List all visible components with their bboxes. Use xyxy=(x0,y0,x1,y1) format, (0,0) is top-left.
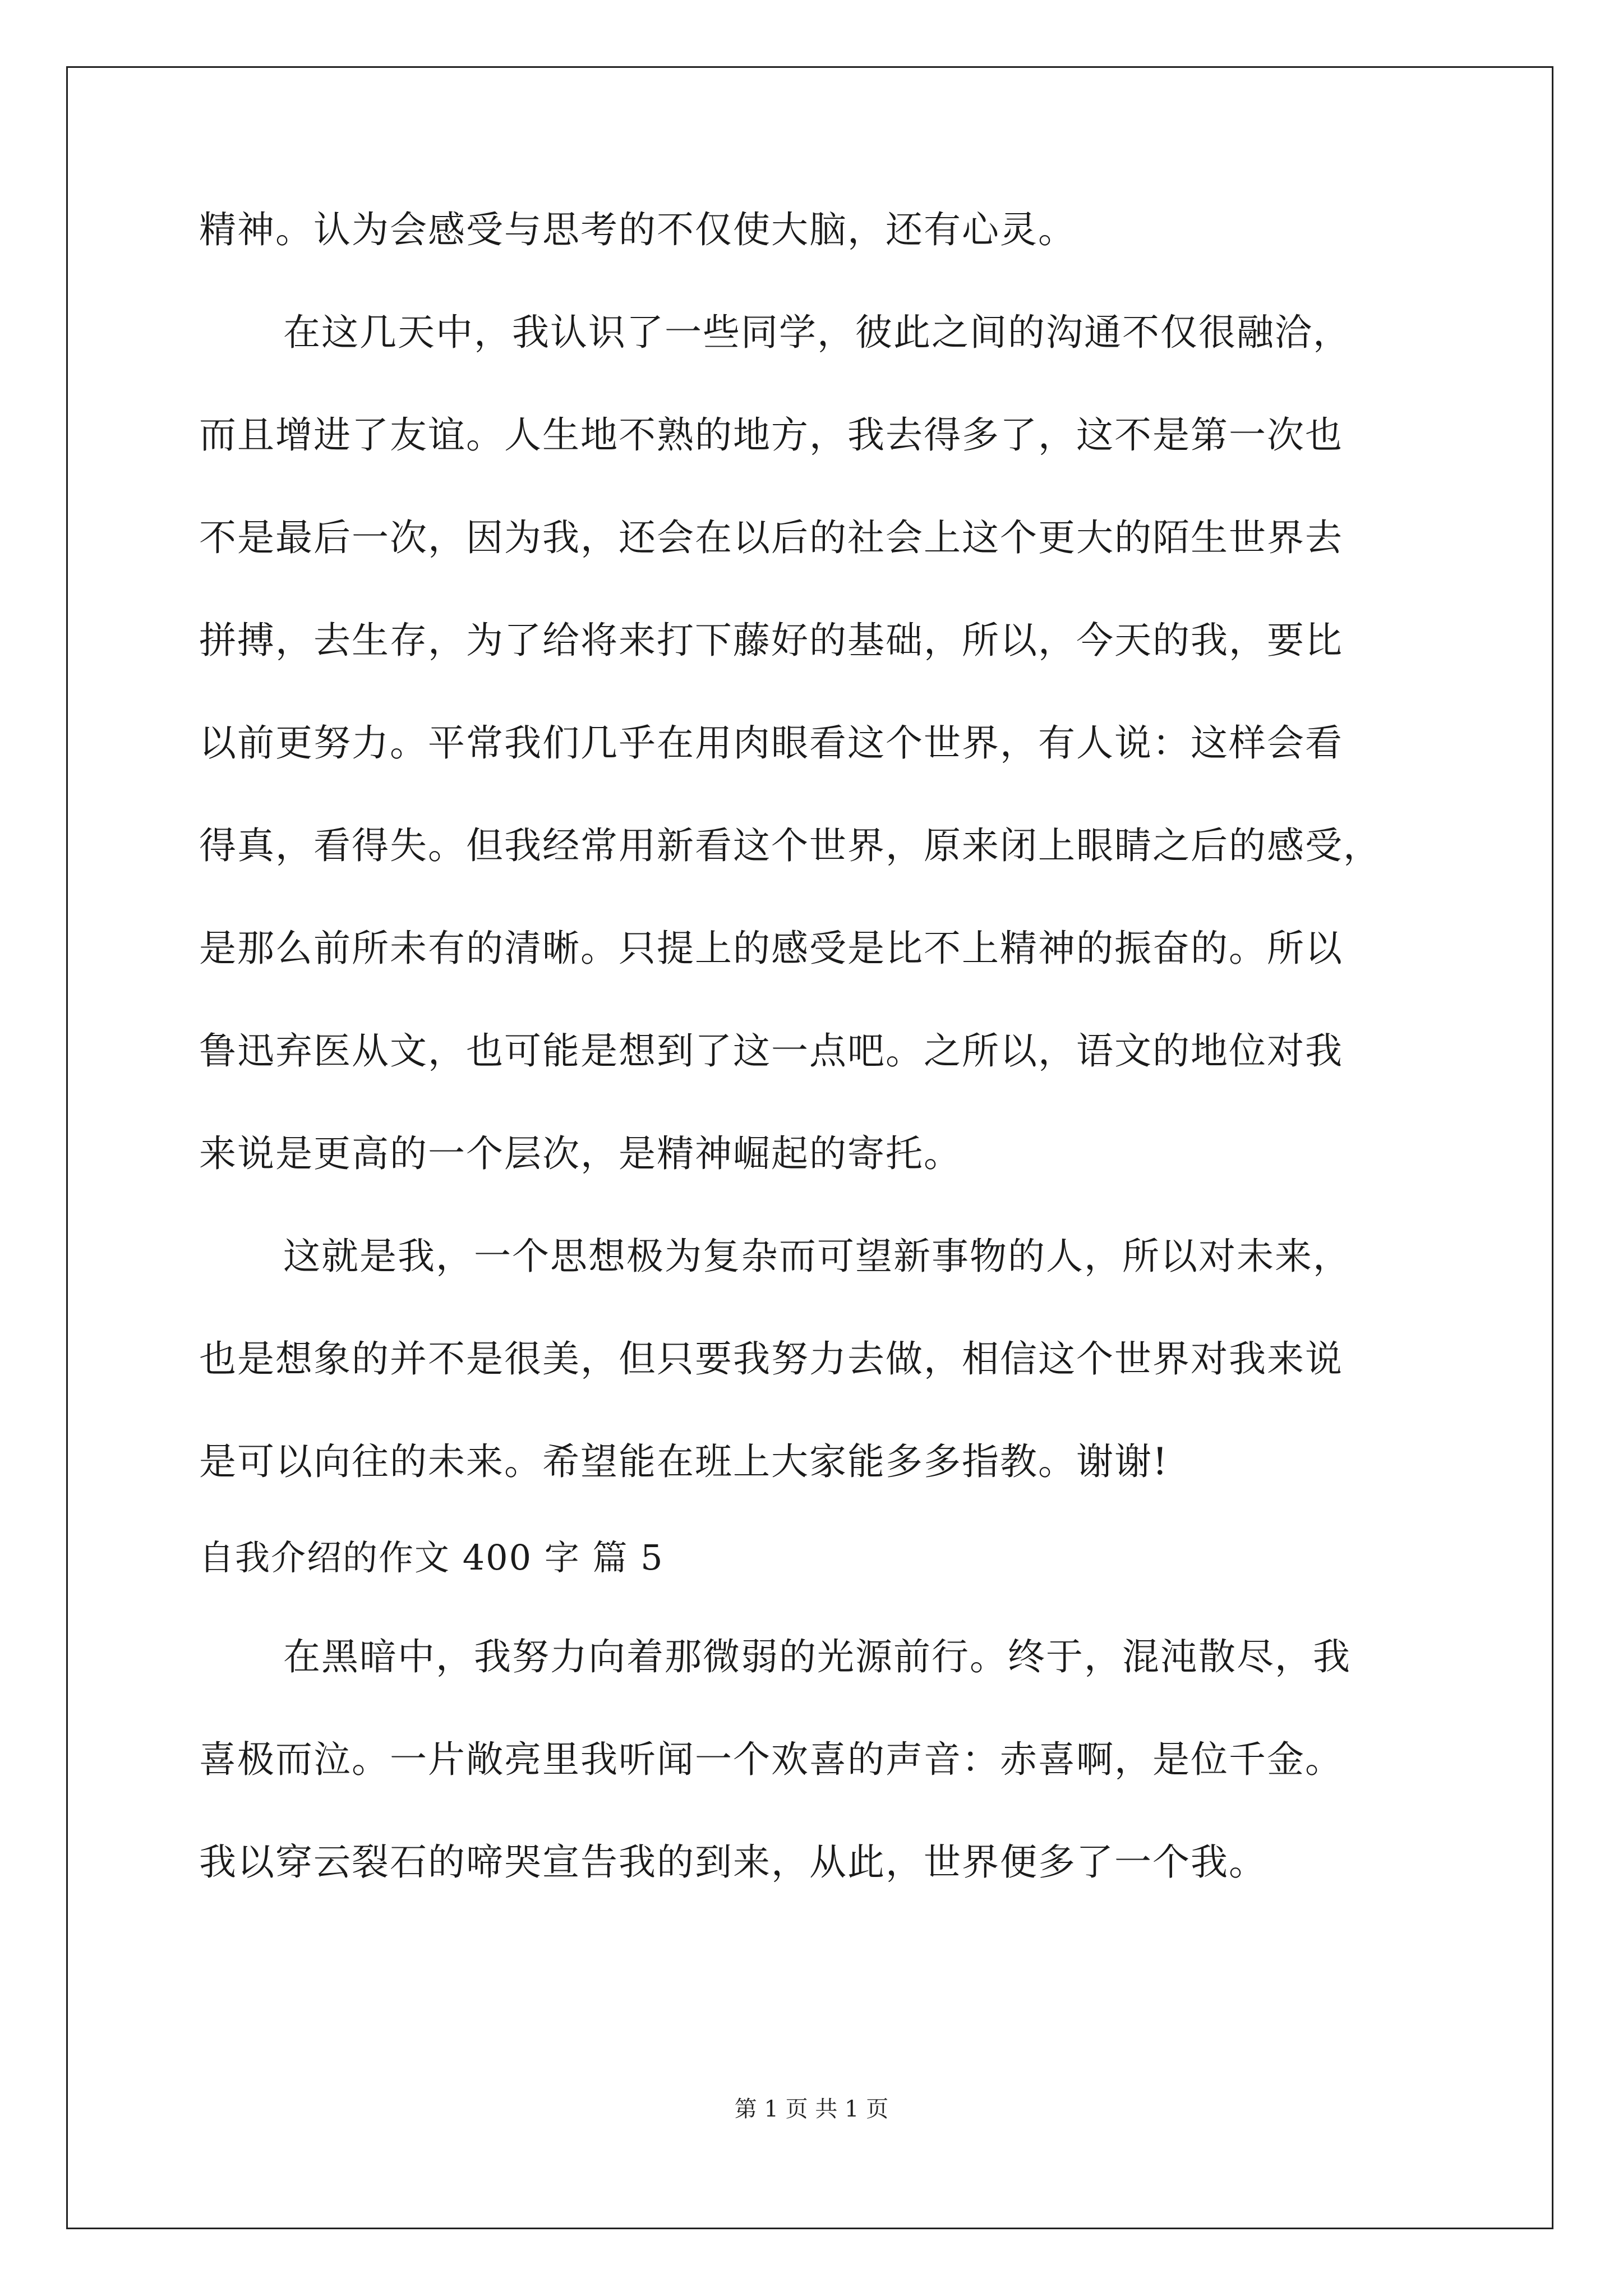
text-line: 不是最后一次，因为我，还会在以后的社会上这个更大的陌生世界去 xyxy=(199,516,1343,559)
text-line: 得真，看得失。但我经常用新看这个世界，原来闭上眼睛之后的感受， xyxy=(199,824,1381,867)
text-line: 我以穿云裂石的啼哭宣告我的到来，从此，世界便多了一个我。 xyxy=(199,1841,1267,1884)
paragraph-start-line: 这就是我，一个思想极为复杂而可望新事物的人，所以对未来， xyxy=(283,1235,1351,1278)
page-number-footer: 第 1 页 共 1 页 xyxy=(734,2096,889,2122)
text-line: 喜极而泣。一片敞亮里我听闻一个欢喜的声音：赤喜啊，是位千金。 xyxy=(199,1738,1343,1781)
text-line: 是那么前所未有的清晰。只提上的感受是比不上精神的振奋的。所以 xyxy=(199,927,1343,970)
section-heading: 自我介绍的作文 400 字 篇 5 xyxy=(199,1537,664,1578)
text-line: 也是想象的并不是很美，但只要我努力去做，相信这个世界对我来说 xyxy=(199,1337,1343,1381)
paragraph-start-line: 在黑暗中，我努力向着那微弱的光源前行。终于，混沌散尽，我 xyxy=(283,1635,1351,1678)
text-line: 是可以向往的未来。希望能在班上大家能多多指教。谢谢! xyxy=(199,1440,1169,1483)
text-line: 拼搏，去生存，为了给将来打下藤好的基础，所以，今天的我，要比 xyxy=(199,619,1343,662)
text-line: 精神。认为会感受与思考的不仅使大脑，还有心灵。 xyxy=(199,208,1076,251)
text-line: 而且增进了友谊。人生地不熟的地方，我去得多了，这不是第一次也 xyxy=(199,413,1343,457)
text-line: 鲁迅弃医从文，也可能是想到了这一点吧。之所以，语文的地位对我 xyxy=(199,1029,1343,1073)
text-line: 以前更努力。平常我们几乎在用肉眼看这个世界，有人说：这样会看 xyxy=(199,721,1343,765)
text-line: 来说是更高的一个层次，是精神崛起的寄托。 xyxy=(199,1132,962,1175)
paragraph-start-line: 在这几天中，我认识了一些同学，彼此之间的沟通不仅很融洽， xyxy=(283,311,1351,354)
